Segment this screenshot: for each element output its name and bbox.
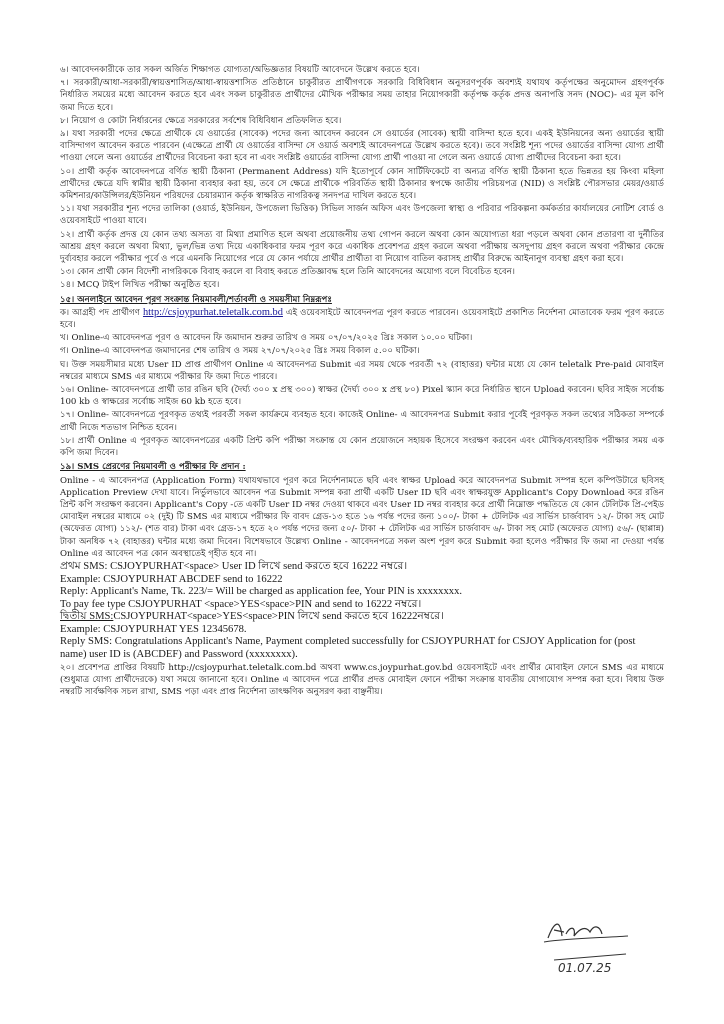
second-sms-label: দ্বিতীয় SMS: xyxy=(60,611,114,623)
application-website-link[interactable]: http://csjoypurhat.teletalk.com.bd xyxy=(142,306,283,318)
second-sms-line xyxy=(60,611,664,624)
clause-9: ৯। যথা সরকারী পদের ক্ষেত্রে প্রার্থীকে যে ওয়ার্ডের (সাবেক) পদের জন্য আবেদন করবেন সে ওয়ার্ডের (সাবেক) স্থায়ী বাসিন্দা হতে হবে। একই ইউনিয়নের অন্য ওয়ার্ডের স্থায়ী বাসিন্দাগণ আবেদন করতে পারবেন (এক্ষেত্রে প্রার্থী যে ওয়ার্ডের বাসিন্দা সে ওয়ার্ড অবশ্যই আবেদনপত্রে উল্লেখ করতে হবে)। তবে সংশ্লিষ্ট শূন্য পদের ওয়ার্ডের বাসিন্দা যোগ্য প্রার্থী পাওয়া গেলে অন্য ওয়ার্ডের প্রার্থীদের বিবেচনা করা হবে না এবং সংশ্লিষ্ট ওয়ার্ডের বাসিন্দা যোগ্য প্রার্থী পাওয়া না গেলে অন্য ওয়ার্ডে যোগ্য প্রার্থীদের বিবেচনা করা হবে। xyxy=(60,129,664,164)
section-15-title: ১৫। অনলাইনে আবেদন পূরণ সংক্রান্ত নিয়মাবলী/শর্তাবলী ও সময়সীমা নিম্নরূপঃ xyxy=(60,294,332,305)
first-sms-line: প্রথম SMS: CSJOYPURHAT<space> User ID লিখে send করতে হবে 16222 নম্বরে। xyxy=(60,560,408,572)
clause-15-ka xyxy=(60,307,664,331)
section-19-heading xyxy=(60,461,664,473)
sms-instructions-paragraph: Online - এ আবেদনপত্র (Application Form) যথাযথভাবে পূরণ করে নির্দেশনামতে ছবি এবং স্বাক্ষর Upload করে আবেদনপত্র Submit সম্পন্ন হলে কম্পিউটারে ছবিসহ Application Preview দেখা যাবে। নির্ভুলভাবে আবেদন পত্র Submit সম্পন্ন করা প্রার্থী একটি User ID ছবি এবং স্বাক্ষরযুক্ত Applicant's Copy Download করে রঙিন প্রিন্ট কপি সংরক্ষণ করবেন। Applicant's Copy -তে একটি User ID নম্বর দেওয়া থাকবে এবং User ID নম্বর ব্যবহার করে প্রার্থী নিম্নোক্ত পদ্ধতিতে যে কোন টেলিটক প্রি-পেইড মোবাইল নম্বরের মাধ্যমে ০২ (দুই) টি SMS এর মাধ্যমে পরীক্ষার ফি বাবদ গ্রেড-১৩ হতে ১৬ পর্যন্ত পদের জন্য ১০০/- টাকা + টেলিটক এর সার্ভিস চার্জবাবদ ১২/- টাকা সহ মোট (অফেরত যোগ্য) ১১২/- (শত বার) টাকা এবং গ্রেড-১৭ হতে ২০ পর্যন্ত পদের জন্য ৫০/- টাকা + টেলিটক এর সার্ভিস চার্জবাবদ ৬/- টাকা সহ মোট (অফেরত যোগ্য) ৫৬/- (ছাপ্পান্ন) টাকা অনধিক ৭২ (বাহাত্তর) ঘন্টার মধ্যে জমা দিবেন। বিশেষভাবে উল্লেখ্য Online - আবেদনপত্রে সকল অংশ পূরণ করে Submit করা হলেও পরীক্ষার ফি জমা না দেওয়া পর্যন্ত Online এর আবেদন পত্র কোন অবস্থাতেই গৃহীত হবে না। xyxy=(60,475,664,559)
clause-11: ১১। যথা সরকারীর শূন্য পদের তালিকা (ওয়ার্ড, ইউনিয়ন, উপজেলা ভিত্তিক) সিভিল সার্জন অফিস এবং উপজেলা স্বাস্থ্য ও পরিবার পরিকল্পনা কর্মকর্তার কার্যালয়ের নোটিশ বোর্ড ও ওয়েবসাইটে পাওয়া যাবে। xyxy=(60,204,664,227)
handwritten-signature xyxy=(540,908,630,978)
clause-18: ১৮। প্রার্থী Online এ পূরণকৃত আবেদনপত্রের একটি প্রিন্ট কপি পরীক্ষা সংক্রান্ত যে কোন প্রয়োজনে সহায়ক হিসেবে সংরক্ষণ করবেন এবং মৌখিক/ব্যবহারিক পরীক্ষার সময় এক কপি জমা দিবেন। xyxy=(60,435,664,459)
clause-12: ১২। প্রার্থী কর্তৃক প্রদত্ত যে কোন তথ্য অসত্য বা মিথ্যা প্রমাণিত হলে অথবা প্রয়োজনীয় তথ্য গোপন করলে অথবা কোন অযোগ্যতা ধরা পড়লে অথবা কোন প্রতারণা বা দুর্নীতির আশ্রয় গ্রহণ করলে অথবা মিথ্যা, ভুল/ভিন্ন তথ্য দিয়ে একাধিকবার ফরম পূরণ করে একাধিক প্রবেশপত্র গ্রহণ করলে অথবা পরীক্ষায় অসদুপায় গ্রহণ করলে অথবা পরীক্ষার কেন্দ্রে দুর্ব্যবহার করলে পরীক্ষার পূর্বে ও পরে এমনকি নিয়োগের পরে যে কোন পর্যায়ে প্রার্থীর প্রার্থীতা বা নিয়োগ বাতিল করাসহ প্রার্থীর বিরুদ্ধে আইনানুগ ব্যবস্থা গ্রহণ করা হবে। xyxy=(60,229,664,265)
clause-13: ১৩। কোন প্রার্থী কোন বিদেশী নাগরিককে বিবাহ করলে বা বিবাহ করতে প্রতিজ্ঞাবদ্ধ হলে তিনি আবেদনের অযোগ্য বলে বিবেচিত হবেন। xyxy=(60,267,515,278)
first-sms-example: Example: CSJOYPURHAT ABCDEF send to 16222 xyxy=(60,573,283,585)
first-sms-reply: Reply: Applicant's Name, Tk. 223/= Will be charged as application fee, Your PIN is xxxxxxxx. xyxy=(60,586,463,598)
second-sms-reply: Reply SMS: Congratulations Applicant's Name, Payment completed successfully for CSJOYPURHAT for CSJOY Application for (post name) user ID is (ABCDEF) and Password (xxxxxxxx). xyxy=(60,636,636,661)
clause-15-kha: খ। Online-এ আবেদনপত্র পূরণ ও আবেদন ফি জমাদান শুরুর তারিখ ও সময় ০৭/০৭/২০২৫ খ্রিঃ সকাল ১০.০০ ঘটিকা। xyxy=(60,333,473,344)
clause-17: ১৭। Online- আবেদনপত্রে পূরণকৃত তথ্যই পরবর্তী সকল কার্যক্রমে ব্যবহৃত হবে। কাজেই Online- এ আবেদনপত্র Submit করার পূর্বেই পূরণকৃত সকল তথ্যের সঠিকতা সম্পর্কে প্রার্থী নিজে শতভাগ নিশ্চিত হবেন। xyxy=(60,410,664,433)
clause-14: ১৪। MCQ টাইপ লিখিত পরীক্ষা অনুষ্ঠিত হবে। xyxy=(60,280,220,291)
clause-7: ৭। সরকারী/আধা-সরকারী/স্বায়ত্তশাসিত/আধা-স্বায়ত্তশাসিত প্রতিষ্ঠানে চাকুরীরত প্রার্থীগণকে সরকারি বিধিবিধান অনুসরণপূর্বক অবশ্যই যথাযথ কর্তৃপক্ষের অনুমোদন গ্রহণপূর্বক নির্ধারিত সময়ের মধ্যে আবেদন করতে হবে এবং সকল চাকুরীরত প্রার্থীদের মৌখিক পরীক্ষার সময় তাহার নিয়োগকারী কর্তৃপক্ষ কর্তৃক প্রদত্ত অনাপত্তি সনদ (NOC)- এর মূল কপি জমা দিতে হবে। xyxy=(60,78,664,113)
second-sms-text: CSJOYPURHAT<space>YES<space>PIN লিখে send করতে হবে 16222নম্বরে। xyxy=(113,611,444,623)
section-15-heading xyxy=(60,294,664,306)
clause-6: ৬। আবেদনকারীকে তার সকল অর্জিত শিক্ষাগত যোগ্যতা/অভিজ্ঞতার বিষয়টি আবেদনে উল্লেখ করতে হবে। xyxy=(60,65,420,75)
signature-date: 01.07.25 xyxy=(558,961,612,975)
clause-15-ka-prefix: ক। আগ্রহী পদ প্রার্থীগণ xyxy=(60,307,140,318)
clause-10: ১০। প্রার্থী কর্তৃক আবেদনপত্রে বর্ণিত স্থায়ী ঠিকানা (Permanent Address) যদি ইতোপূর্বে কোন সার্টিফিকেটে বা অন্যত্র বর্ণিত স্থায়ী ঠিকানা হতে ভিন্নতর হয় কিংবা মহিলা প্রার্থীদের ক্ষেত্রে যদি স্বামীর স্থায়ী ঠিকানা ব্যবহার করা হয়, তবে সে ক্ষেত্রে প্রার্থীকে পরিবর্তিত স্থায়ী ঠিকানার স্বপক্ষে জাতীয় পরিচয়পত্র (NID) ও সংশ্লিষ্ট পৌরসভার মেয়র/ওয়ার্ড কমিশনার/কাউন্সিলর/ইউনিয়ন পরিষদের চেয়ারম্যান কর্তৃক স্বাক্ষরিত নাগরিকত্ব সনদপত্র দাখিল করতে হবে। xyxy=(60,166,664,202)
clause-16: ১৬। Online- আবেদনপত্রে প্রার্থী তার রঙিন ছবি (দৈর্ঘ্য ৩০০ x প্রস্থ ৩০০) স্বাক্ষর (দৈর্ঘ্য ৩০০ x প্রস্থ ৮০) Pixel স্ক্যান করে নির্ধারিত স্থানে Upload করবেন। ছবির সাইজ সর্বোচ্চ 100 kb ও স্বাক্ষরের সর্বোচ্চ সাইজ 60 kb হতে হবে। xyxy=(60,385,664,408)
clause-15-ga: গ। Online-এ আবেদনপত্র জমাদানের শেষ তারিখ ও সময় ২৭/০৭/২০২৫ খ্রিঃ সময় বিকাল ৫.০০ ঘটিকা। xyxy=(60,346,420,357)
section-19-title: ১৯। SMS প্রেরণের নিয়মাবলী ও পরীক্ষার ফি প্রদান : xyxy=(60,462,246,473)
clause-20: ২০। প্রবেশপত্র প্রাপ্তির বিষয়টি http://csjoypurhat.teletalk.com.bd অথবা www.cs.joypurhat.gov.bd ওয়েবসাইটে এবং প্রার্থীর মোবাইল ফোনে SMS এর মাধ্যমে (শুধুমাত্র যোগ্য প্রার্থীদেরকে) যথা সময়ে জানানো হবে। Online এ আবেদন পত্রে প্রার্থীর প্রদত্ত মোবাইল ফোনে পরীক্ষা সংক্রান্ত যাবতীয় যোগাযোগ সম্পন্ন করা হবে। বিধায় উক্ত নম্বরটি সার্বক্ষণিক সচল রাখা, SMS পড়া এবং প্রাপ্ত নির্দেশনা তাৎক্ষণিক অনুসরণ করা বাঞ্ছনীয়। xyxy=(60,662,664,698)
clause-15-gha: ঘ। উক্ত সময়সীমার মধ্যে User ID প্রাপ্ত প্রার্থীগণ Online এ আবেদনপত্র Submit এর সময় থেকে পরবর্তী ৭২ (বাহাত্তর) ঘন্টার মধ্যে যে কোন teletalk Pre-paid মোবাইল নম্বরের মাধ্যমে SMS এর মাধ্যমে পরীক্ষার ফি জমা দিতে পারবে। xyxy=(60,359,664,382)
clause-8: ৮। নিয়োগ ও কোটা নির্ধারনের ক্ষেত্রে সরকারের সর্বশেষ বিধিবিধান প্রতিফলিত হবে। xyxy=(60,115,342,126)
pay-fee-instruction: To pay fee type CSJOYPURHAT <space>YES<space>PIN and send to 16222 নম্বরে। xyxy=(60,598,422,610)
clause-15-ka-suffix: এই ওয়েবসাইটে আবেদনপত্র পূরণ করতে পারবেন। ওয়েবসাইটে প্রকাশিত নির্দেশনা মোতাবেক ফরম পূরণ করতে হবে। xyxy=(60,307,665,331)
second-sms-example: Example: CSJOYPURHAT YES 12345678. xyxy=(60,623,247,635)
